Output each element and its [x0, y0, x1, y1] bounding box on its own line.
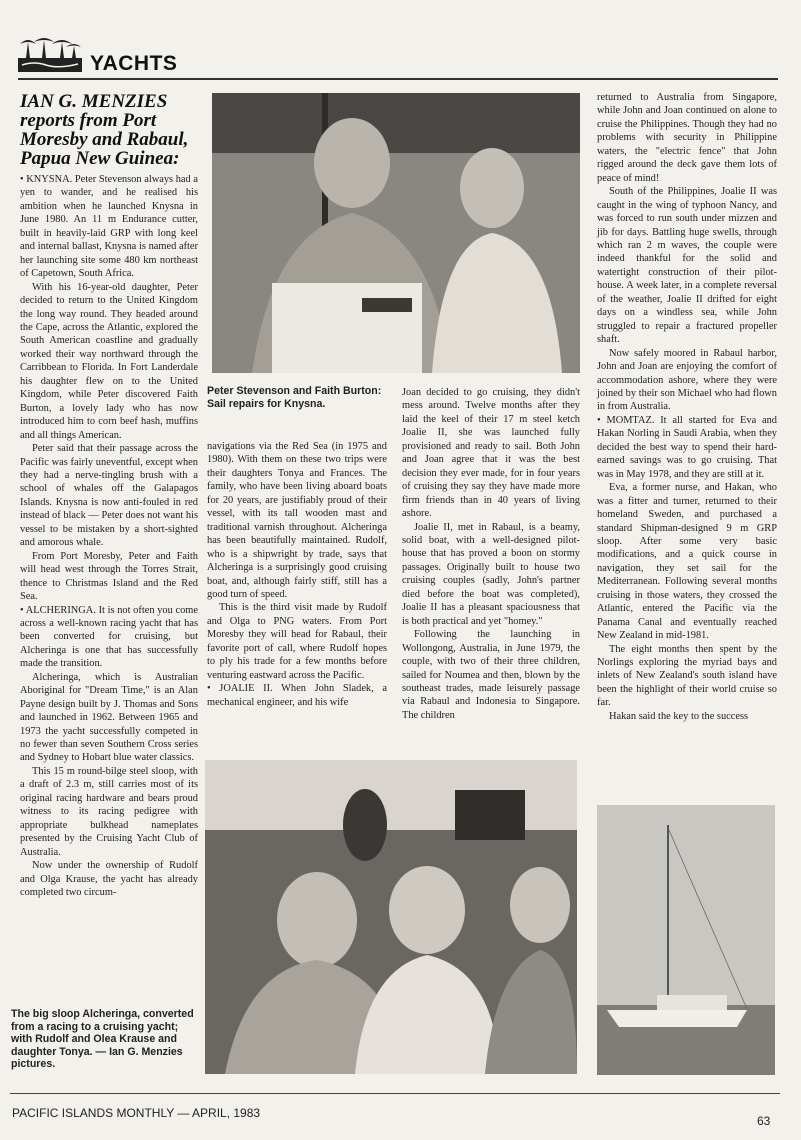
header-divider [18, 78, 778, 80]
column-2 [207, 440, 387, 709]
palm-trees-logo [18, 34, 82, 74]
paragraph: From Port Moresby, Peter and Faith will head west through the Torres Strait, thence to Christmas Island and the Red Sea. [20, 550, 198, 603]
photo-caption-2: The big sloop Alcheringa, converted from a racing to a cruising yacht; with Rudolf and Olea Krause and daughter Tonya. — Ian G. Menzies pictures. [11, 1008, 194, 1070]
column-3 [402, 386, 580, 722]
paragraph: Joalie II, met in Rabaul, is a beamy, solid boat, with a well-designed pilot-house that has proved a boon on stormy passages. Originally built to house two cruising couples (sadly, John's partner died before the boat was completed), Joalie II has a pleasant spaciousness that is both practical and yet "homey." [402, 521, 580, 627]
column-1 [20, 173, 198, 899]
paragraph: With his 16-year-old daughter, Peter decided to return to the United Kingdom the long way round. They headed around the Cape, across the Atlantic, explored the South American coastline and gradually worked their way northward through the Carribbean to Florida. In Fort Landerdale his daughter flew on to the United Kingdom, while Peter discovered Faith Burton, a lovely lady who has now introduced him to corn beef hash, muffins and all things American. [20, 281, 198, 441]
paragraph: Eva, a former nurse, and Hakan, who was a fitter and turner, returned to their homeland Sweden, and purchased a standard Shipman-designed 9 m GRP sloop. After some very basic modifications, and a quick course in navigation, they set sail for the Mediterranean. Following several months cruising in those waters, they crossed the Atlantic, entered the Pacific via the Panama Canal and eventually reached New Zealand in mid-1981. [597, 482, 777, 642]
paragraph: Peter said that their passage across the Pacific was fairly uneventful, except when they had a nerve-tingling brush with a school of whales off the Galapagos Islands. Knysna is now anti-fouled in red instead of black — Peter does not want his vessel to be mistaken by a short-sighted and amorous whale. [20, 443, 198, 549]
section-title: YACHTS [90, 52, 178, 75]
paragraph: Now safely moored in Rabaul harbor, John and Joan are enjoying the comfort of accommodation ashore, where they were joined by their son Michael who had flown in from Australia. [597, 347, 777, 413]
paragraph: This 15 m round-bilge steel sloop, with a draft of 2.3 m, still carries most of its original racing hardware and bears proud witness to its racing pedigree with appropriate bulkhead nameplates presented by the Cruising Yacht Club of Australia. [20, 765, 198, 858]
paragraph: • MOMTAZ. It all started for Eva and Hakan Norling in Saudi Arabia, when they decided the best way to spend their hard-earned savings was to go cruising. That was in May 1978, and they are still at it. [597, 414, 777, 480]
photo-sloop-at-sea [597, 805, 775, 1075]
photo-stevenson-burton [212, 93, 580, 373]
footer-divider [10, 1093, 780, 1094]
paragraph: Hakan said the key to the success [609, 710, 749, 722]
article-intro: IAN G. MENZIES reports from Port Moresby and Rabaul, Papua New Guinea: [20, 91, 189, 169]
paragraph: South of the Philippines, Joalie II was caught in the wing of typhoon Nancy, and was forced to run south under mizzen and jib for days. Battling huge swells, through which ran 2 m waves, the couple were indeed thankful for the solid and watertight construction of their pilot-house. A week later, in a complete reversal of the weather, Joalie II drifted for eight days on a windless sea, while John struggled to repair a fractured propeller shaft. [597, 186, 777, 346]
paragraph: The eight months then spent by the Norlings exploring the myriad bays and inlets of New Zealand's south island have been the highlight of their world cruise so far. [597, 643, 777, 709]
paragraph: returned to Australia from Singapore, while John and Joan continued on alone to cruise the Philippines. Though they had no problems with security in Philippine waters, the "electric fence" that John rigged around the deck gave them lots of peace of mind! [597, 92, 777, 184]
paragraph: Now under the ownership of Rudolf and Olga Krause, the yacht has already completed two circum- [20, 860, 198, 899]
paragraph: This is the third visit made by Rudolf and Olga to PNG waters. From Port Moresby they will head for Rabaul, their favorite port of call, where Rudolf hopes to ply his trade for a few months before venturing eastward across the Pacific. [207, 602, 387, 681]
paragraph: navigations via the Red Sea (in 1975 and 1980). With them on these two trips were their daughters Tonya and Frances. The family, who have been living aboard boats for 20 years, are justifiably proud of their vessel, with its tall wooden mast and traditional varnish throughout. Alcheringa has been beautifully maintained. Rudolf, who is a shipwright by trade, says that Alcheringa is a surprisingly good cruising boat, and, although fairly stiff, still has a good turn of speed. [207, 441, 387, 600]
paragraph: Alcheringa, which is Australian Aboriginal for "Dream Time," is an Alan Payne design built by J. Thomas and Sons and launched in 1962. Between 1965 and 1973 the yacht successfully competed in no fewer than seven Southern Cross series and Sydney to Hobart blue water classics. [20, 671, 198, 764]
paragraph: • KNYSNA. Peter Stevenson always had a yen to wander, and he realised his ambition when he launched Knysna in June 1980. An 11 m Endurance cutter, built in heavily-laid GRP with long keel and internal ballast, Knysna is named after her launching site some 480 km northeast of Capetown, South Africa. [20, 174, 198, 280]
paragraph: • ALCHERINGA. It is not often you come across a well-known racing yacht that has been converted for cruising, but Alcheringa is one that has successfully made the transition. [20, 604, 198, 670]
column-4 [597, 91, 777, 723]
photo-alcheringa-crew [205, 760, 577, 1074]
paragraph: Following the launching in Wollongong, Australia, in June 1979, the couple, with two of their three children, sailed for Noumea and then, blown by the southeast trades, made leisurely passage via Rabaul and Indonesia to Singapore. The children [402, 629, 580, 721]
paragraph: • JOALIE II. When John Sladek, a mechanical engineer, and his wife [207, 683, 387, 708]
paragraph: Joan decided to go cruising, they didn't mess around. Twelve months after they laid the keel of their 17 m steel ketch Joalie II, she was launched fully provisioned and ready to sail. Both John and Joan agree that it was the best decision they ever made, for in four years of cruising they say they have made more firm friends than in 40 years of living ashore. [402, 387, 580, 520]
page-number: 63 [757, 1114, 771, 1128]
publication-footer: PACIFIC ISLANDS MONTHLY — APRIL, 1983 [12, 1106, 261, 1120]
photo-caption-1: Peter Stevenson and Faith Burton: Sail repairs for Knysna. [207, 385, 382, 410]
